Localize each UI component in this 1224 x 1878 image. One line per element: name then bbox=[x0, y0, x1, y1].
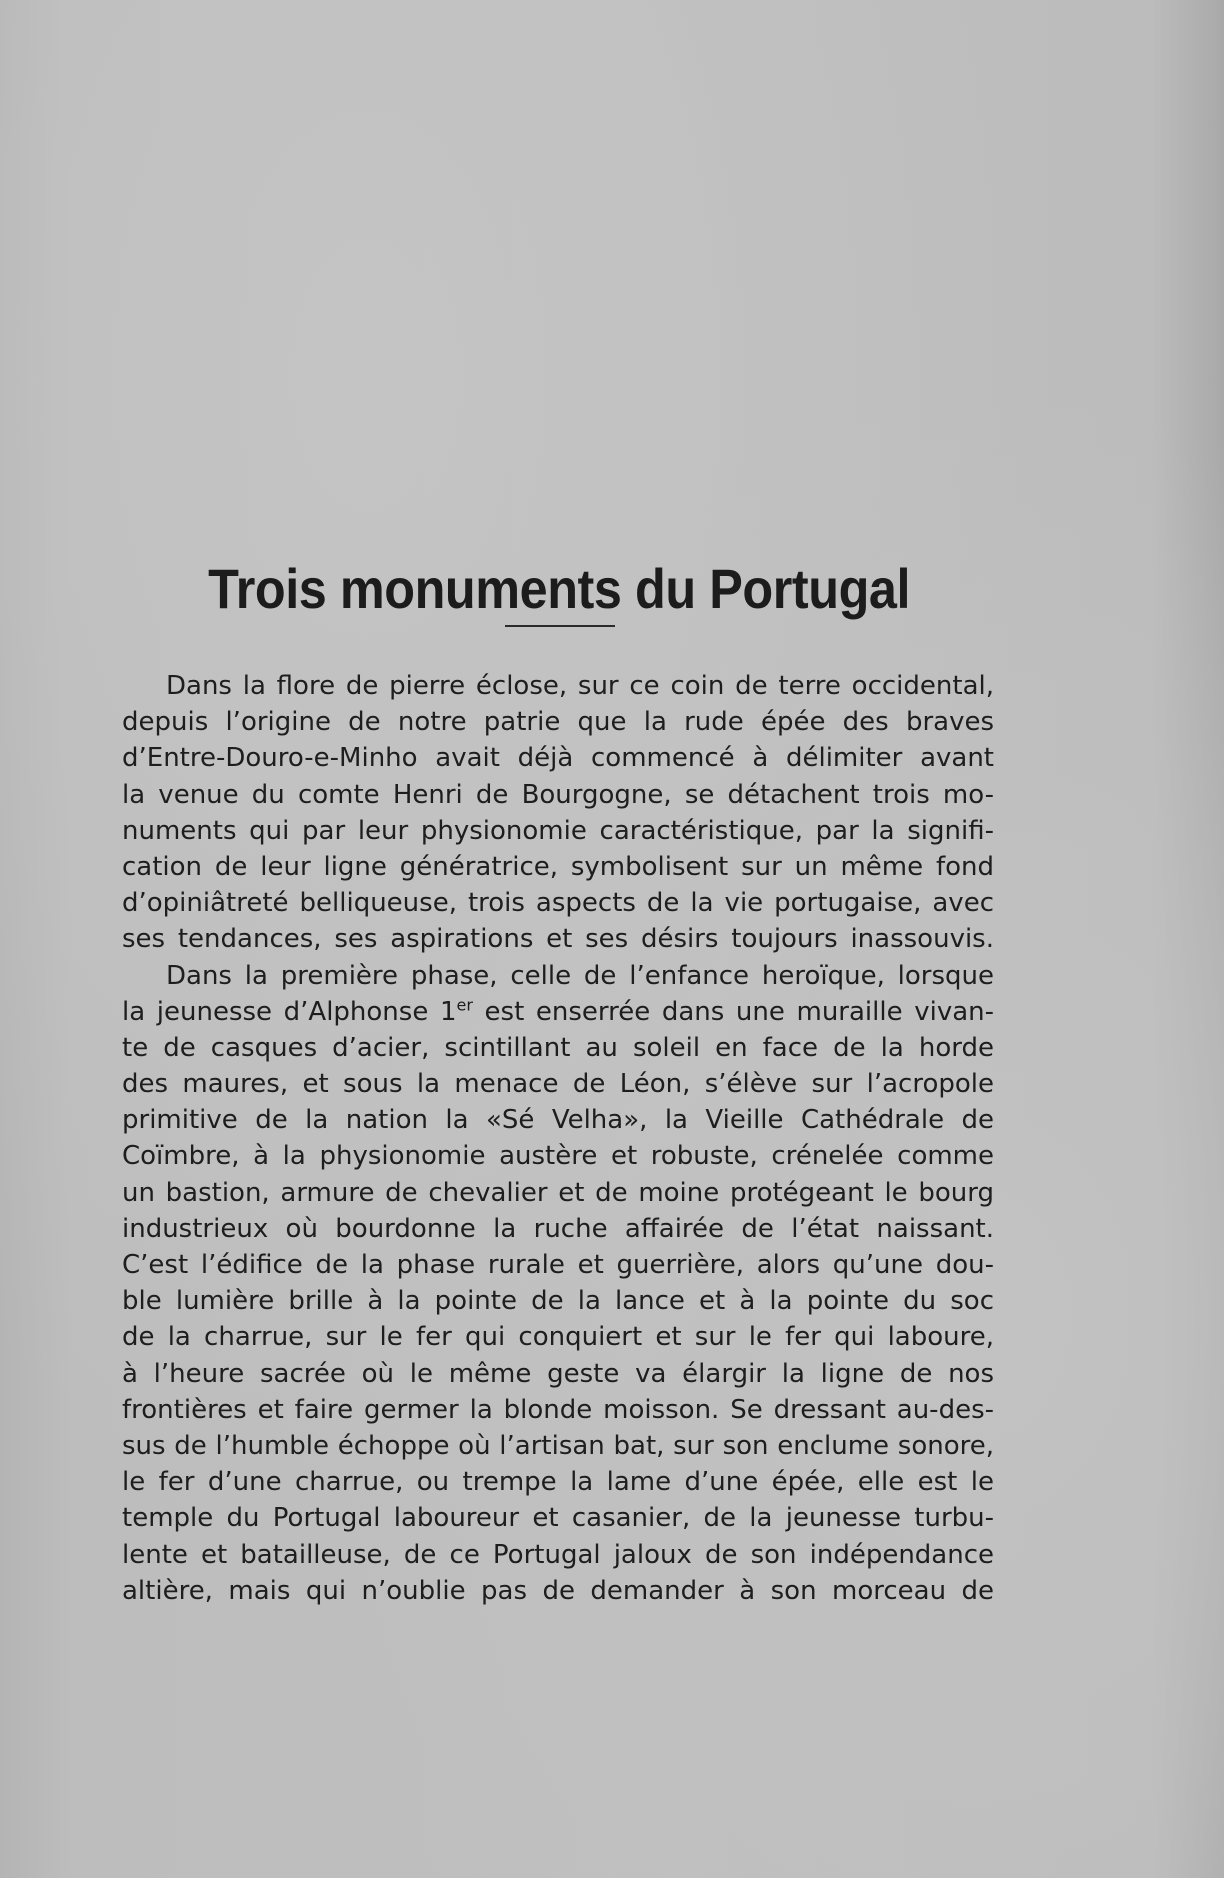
text-line: ble lumière brille à la pointe de la lance et à la pointe du soc bbox=[122, 1286, 994, 1317]
text-line: de la charrue, sur le fer qui conquiert et sur le fer qui laboure, bbox=[122, 1322, 994, 1353]
title-rule-divider bbox=[505, 625, 615, 627]
text-line: cation de leur ligne génératrice, symbolisent sur un même fond bbox=[122, 851, 994, 882]
text-line: d’Entre-Douro-e-Minho avait déjà commencé à délimiter avant bbox=[122, 743, 994, 774]
text-line: la jeunesse d’Alphonse 1er est enserrée dans une muraille vivan- bbox=[122, 995, 994, 1027]
text-line: le fer d’une charrue, ou trempe la lame d’une épée, elle est le bbox=[122, 1467, 994, 1498]
text-line: sus de l’humble échoppe où l’artisan bat, sur son enclume sonore, bbox=[122, 1430, 994, 1461]
text-line: temple du Portugal laboureur et casanier, de la jeunesse turbu- bbox=[122, 1503, 994, 1534]
text-line: des maures, et sous la menace de Léon, s’élève sur l’acropole bbox=[122, 1069, 994, 1100]
paragraph-1 bbox=[122, 668, 994, 958]
superscript-er: er bbox=[456, 995, 473, 1015]
text-line: la venue du comte Henri de Bourgogne, se détachent trois mo- bbox=[122, 779, 994, 810]
text-line: Coïmbre, à la physionomie austère et robuste, crénelée comme bbox=[122, 1141, 994, 1172]
body-text bbox=[122, 668, 994, 1609]
text-line: frontières et faire germer la blonde moisson. Se dressant au-des- bbox=[122, 1394, 994, 1425]
chapter-title: Trois monuments du Portugal bbox=[208, 556, 911, 620]
text-line: ses tendances, ses aspirations et ses désirs toujours inassouvis. bbox=[122, 924, 994, 955]
text-line: te de casques d’acier, scintillant au soleil en face de la horde bbox=[122, 1032, 994, 1063]
text-line: à l’heure sacrée où le même geste va élargir la ligne de nos bbox=[122, 1358, 994, 1389]
text-line: Dans la flore de pierre éclose, sur ce coin de terre occidental, bbox=[166, 671, 994, 701]
text-line: numents qui par leur physionomie caractéristique, par la signifi- bbox=[122, 815, 994, 846]
text-line: altière, mais qui n’oublie pas de demander à son morceau de bbox=[122, 1575, 994, 1606]
text-line: primitive de la nation la «Sé Velha», la Vieille Cathédrale de bbox=[122, 1105, 994, 1136]
text-line: lente et batailleuse, de ce Portugal jaloux de son indépendance bbox=[122, 1539, 994, 1570]
text-line: industrieux où bourdonne la ruche affairée de l’état naissant. bbox=[122, 1213, 994, 1244]
text-line: un bastion, armure de chevalier et de moine protégeant le bourg bbox=[122, 1177, 994, 1208]
text-line: d’opiniâtreté belliqueuse, trois aspects de la vie portugaise, avec bbox=[122, 888, 994, 919]
text-line: Dans la première phase, celle de l’enfance heroïque, lorsque bbox=[166, 960, 994, 991]
text-line: depuis l’origine de notre patrie que la rude épée des braves bbox=[122, 707, 994, 738]
text-line: C’est l’édifice de la phase rurale et guerrière, alors qu’une dou- bbox=[122, 1250, 994, 1280]
paragraph-2 bbox=[122, 958, 994, 1609]
